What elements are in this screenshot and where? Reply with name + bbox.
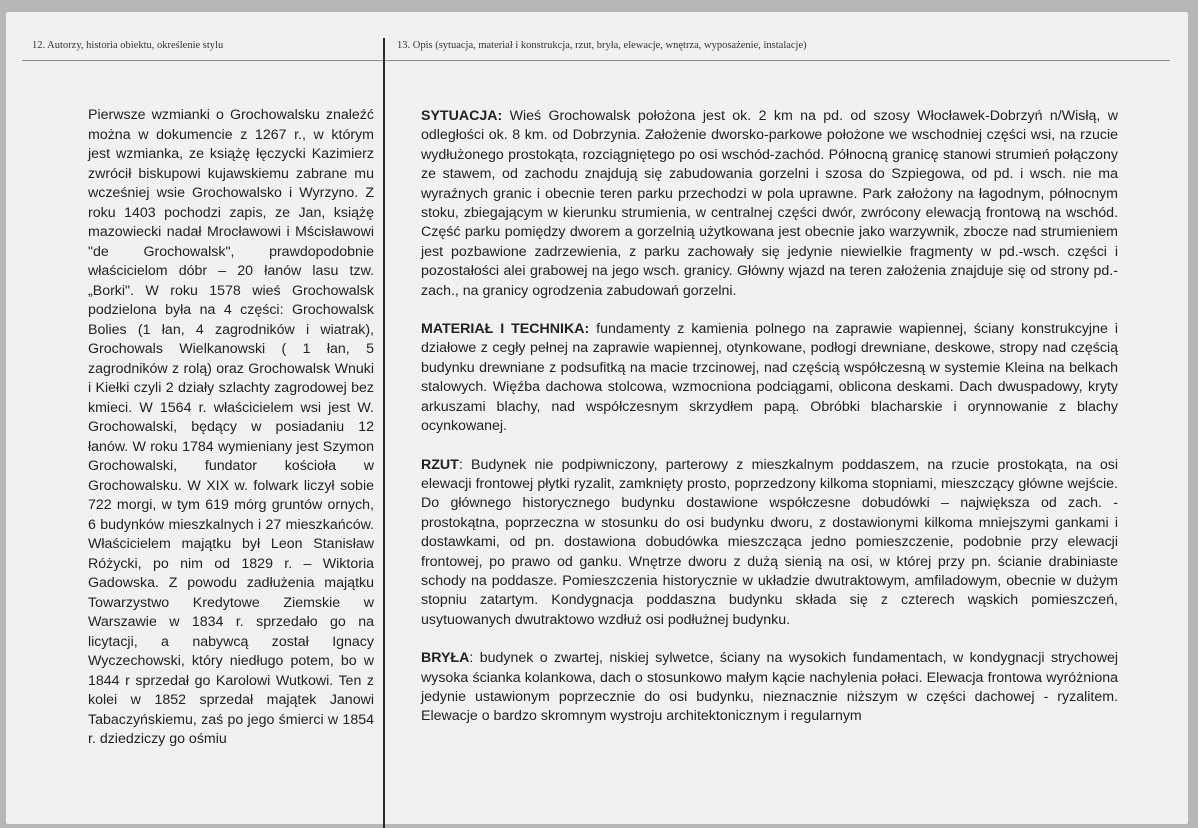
material-section bbox=[421, 320, 1118, 436]
header-right: 13. Opis (sytuacja, materiał i konstrukcja, rzut, bryła, elewacje, wnętrza, wyposażenie, instalacje) bbox=[397, 40, 807, 51]
situation-section bbox=[421, 107, 1118, 301]
column-divider bbox=[383, 38, 385, 828]
plan-text: : Budynek nie podpiwniczony, parterowy z mieszkalnym poddaszem, na rzucie prostokąta, na osi elewacji frontowej płytki ryzalit, zamknięty prosto, poprzedzony kilkoma stopniami, mieszczący główne wejście. Do głównego historycznego budynku dostawione współczesne dobudówki – największa od zach. - prostokątna, poprzeczna w stosunku do osi budynku dworu, z dostawionymi kilkoma mniejszymi gankami i dostawkami, od pn. dostawiona dobudówka mieszcząca jedno pomieszczenie, podobnie przy elewacji frontowej, po prawo od ganku. Wnętrze dworu z dużą sienią na osi, w której przy pn. ścianie drabiniaste schody na poddasze. Pomieszczenia historycznie w układzie dwutraktowym, amfiladowym, obecnie w dużym stopniu zatartym. Kondygnacja poddaszna budynku składa się z czterech wąskich pomieszczeń, usytuowanych dwutraktowo wzdłuż osi podłużnej budynku. bbox=[421, 456, 1118, 628]
header-left: 12. Autorzy, historia obiektu, określenie stylu bbox=[32, 40, 224, 51]
description-column bbox=[421, 107, 1118, 746]
header-rule bbox=[22, 60, 1170, 61]
form-label: BRYŁA bbox=[421, 650, 470, 667]
situation-label: SYTUACJA: bbox=[421, 108, 503, 124]
history-column bbox=[88, 106, 374, 750]
form-section bbox=[421, 649, 1118, 727]
material-text: fundamenty z kamienia polnego na zaprawie wapiennej, ściany konstrukcyjne i działowe z cegły pełnej na zaprawie wapiennej, otynkowane, podłogi drewniane, deskowe, stropy nad częścią budynku drewniane z podsufitką na macie trzcinowej, nad częścią współczesną w systemie Kleina na belkach stalowych. Więźba dachowa stolcowa, wzmocniona podciągami, oblicona deskami. Dach dwuspadowy, kryty arkuszami blachy, nad współczesnym skrzydłem papą. Obróbki blacharskie i orynnowanie z blachy ocynkowanej. bbox=[421, 321, 1118, 435]
history-text: Pierwsze wzmianki o Grochowalsku znaleźć można w dokumencie z 1267 r., w którym jest wzmianka, ze książę łęczycki Kazimierz zwrócił biskupowi kujawskiemu zabrane mu wcześniej wsie Grochowalsko i Wyrzyno. Z roku 1403 pochodzi zapis, ze Jan, książę mazowiecki nadał Mrocławowi i Mścisławowi "de Grochowalsk", prawdopodobnie właścicielom dóbr – 20 łanów lasu tzw. „Borki". W roku 1578 wieś Grochowalsk podzielona była na 4 części: Grochowalsk Bolies (1 łan, 4 zagrodników i wiatrak), Grochowals Wielkanowski ( 1 łan, 5 zagrodników z rolą) oraz Grochowalsk Wnuki i Kiełki czyli 2 działy szlachty zagrodowej bez kmieci. W 1564 r. właścicielem wsi jest W. Grochowalski, będący w posiadaniu 12 łanów. W roku 1784 wymieniany jest Szymon Grochowalski, fundator kościoła w Grochowalsku. W XIX w. folwark liczył sobie 722 morgi, w tym 619 mórg gruntów ornych, 6 budynków mieszkalnych i 27 mieszkańców. Właścicielem majątku był Leon Stanisław Różycki, po nim od 1829 r. – Wiktoria Gadowska. Z powodu zadłużenia majątku Towarzystwo Kredytowe Ziemskie w Warszawie w 1834 r. sprzedało go na licytacji, a nabywcą został Ignacy Wyczechowski, który niedługo potem, bo w 1844 r sprzedał go Karolowi Wutkowi. Ten z kolei w 1852 sprzedał majątek Janowi Tabaczyńskiemu, zaś po jego śmierci w 1854 r. dziedziczy go ośmiu bbox=[88, 107, 374, 747]
plan-label: RZUT bbox=[421, 456, 459, 473]
material-label: MATERIAŁ I TECHNIKA: bbox=[421, 321, 590, 338]
form-text: : budynek o zwartej, niskiej sylwetce, ściany na wysokich fundamentach, w kondygnacji strychowej wysoka ścianka kolankowa, dach o stosunkowo małym kącie nachylenia połaci. Elewacja frontowa wyróżniona jedynie ustawionym poprzecznie do osi budynku, nieznacznie niższym w części dachowej - ryzalitem. Elewacje o bardzo skromnym wystroju architektonicznym i regularnym bbox=[421, 650, 1118, 725]
situation-text: Wieś Grochowalsk położona jest ok. 2 km na pd. od szosy Włocławek-Dobrzyń n/Wisłą, w odległości ok. 8 km. od Dobrzynia. Założenie dworsko-parkowe położone we wschodniej części wsi, na rzucie wydłużonego prostokąta, rozciągniętego po osi wschód-zachód. Północną granicę stanowi strumień połączony ze stawem, od zachodu znajdują się zabudowania gorzelni i szosa do Szpiegowa, od pd. i wsch. nie ma wyraźnych granic i obecnie teren parku przechodzi w pola uprawne. Park założony na łagodnym, północnym stoku, zbiegającym w kierunku strumienia, w centralnej części dwór, zwrócony elewacją frontową na wschód. Część parku pomiędzy dworem a gorzelnią użytkowana jest obecnie jako warzywnik, zbocze nad strumieniem jest pozbawione zadrzewienia, z parku zachowały się jedynie niewielkie fragmenty w pd.-wsch. części i pozostałości alei grabowej na jego wsch. granicy. Główny wjazd na teren założenia znajduje się od strony pd.-zach., na granicy ogrodzenia zabudowań gorzelni. bbox=[421, 108, 1118, 299]
plan-section bbox=[421, 456, 1118, 631]
